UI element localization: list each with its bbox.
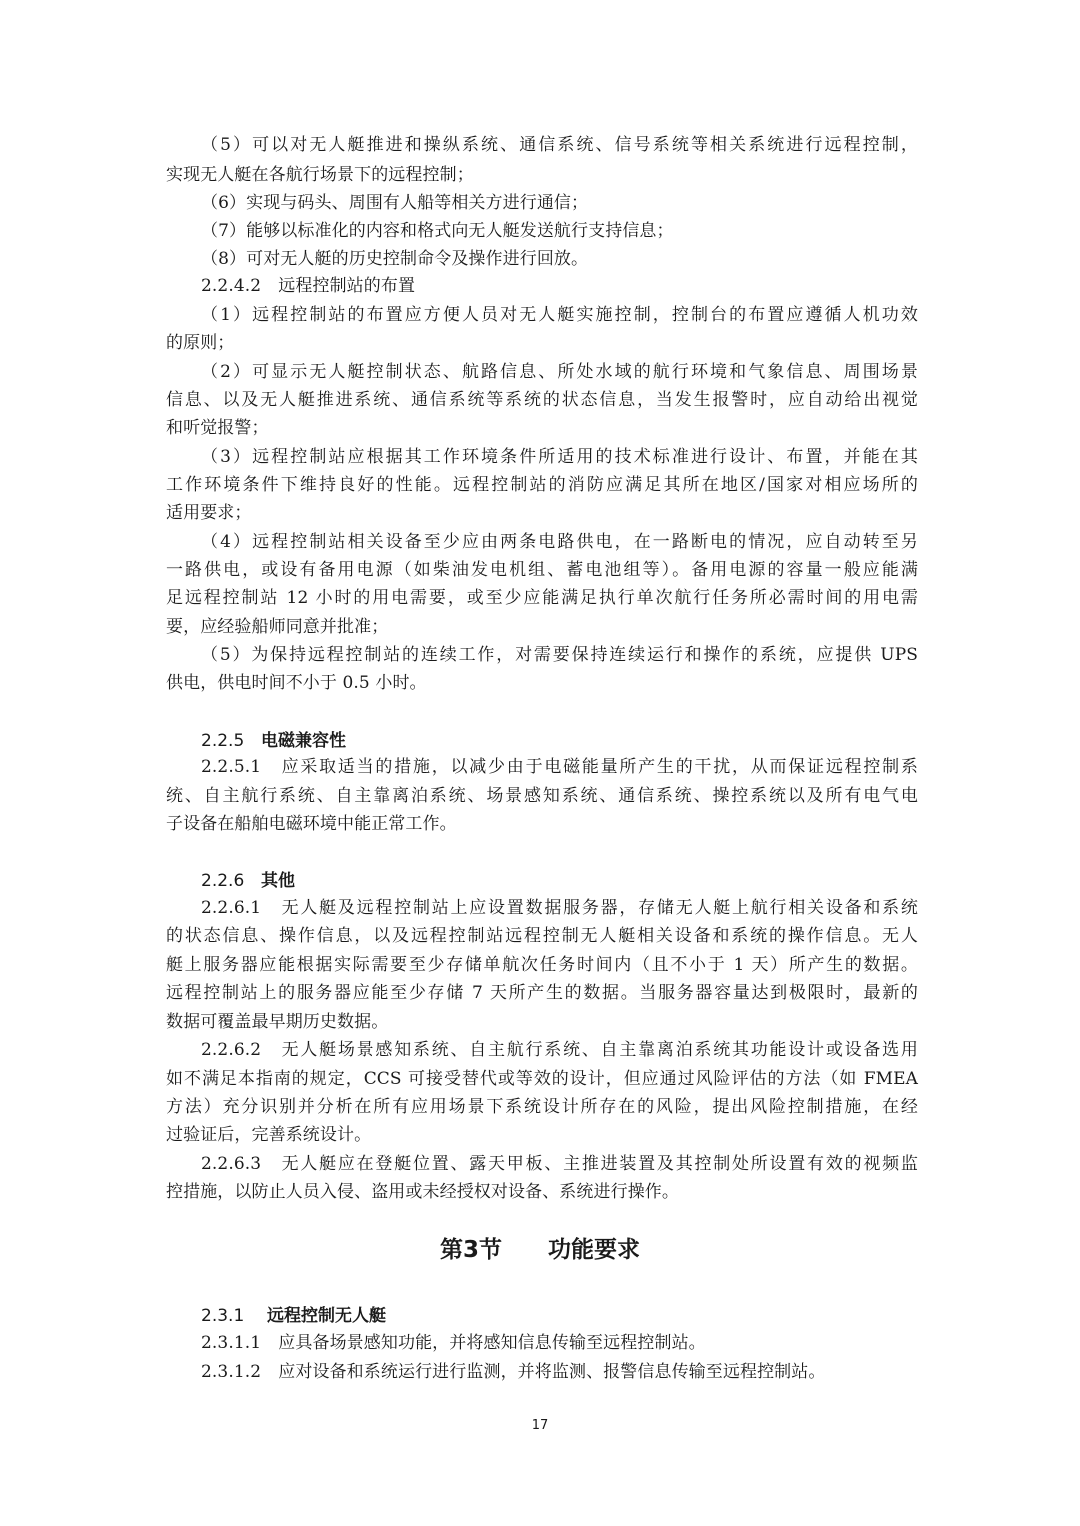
paragraph-line: 控措施，以防止人员入侵、盗用或未经授权对设备、系统进行操作。 (166, 1182, 679, 1202)
paragraph-line: （4）远程控制站相关设备至少应由两条电路供电，在一路断电的情况，应自动转至另 (201, 532, 918, 552)
subsection-heading-2-3-1 (201, 1301, 386, 1331)
paragraph-line: 信息、以及无人艇推进系统、通信系统等系统的状态信息，当发生报警时，应自动给出视觉 (166, 390, 918, 410)
paragraph-line: （5）为保持远程控制站的连续工作，对需要保持连续运行和操作的系统，应提供 UPS (201, 645, 918, 665)
paragraph-line: （6）实现与码头、周围有人船等相关方进行通信； (201, 193, 589, 213)
paragraph-line: 2.2.5.1 应采取适当的措施，以减少由于电磁能量所产生的干扰，从而保证远程控制系 (201, 757, 918, 777)
heading-title: 电磁兼容性 (261, 731, 346, 751)
paragraph-line: 实现无人艇在各航行场景下的远程控制； (166, 165, 474, 185)
paragraph-line: 数据可覆盖最早期历史数据。 (166, 1012, 389, 1032)
paragraph-line: 过验证后，完善系统设计。 (166, 1125, 372, 1145)
paragraph-line: （8）可对无人艇的历史控制命令及操作进行回放。 (201, 249, 589, 269)
paragraph-line: 如不满足本指南的规定，CCS 可接受替代或等效的设计，但应通过风险评估的方法（如 FMEA (166, 1069, 918, 1089)
paragraph-line: 2.3.1.1 应具备场景感知功能，并将感知信息传输至远程控制站。 (201, 1333, 706, 1353)
paragraph-line: 要，应经验船师同意并批准； (166, 617, 389, 637)
paragraph-line: 的原则； (166, 333, 235, 353)
heading-number: 2.2.6 (201, 871, 245, 891)
paragraph-line: 工作环境条件下维持良好的性能。远程控制站的消防应满足其所在地区/国家对相应场所的 (166, 475, 918, 495)
paragraph-line: 方法）充分识别并分析在所有应用场景下系统设计所存在的风险，提出风险控制措施，在经 (166, 1097, 918, 1117)
paragraph-line: 足远程控制站 12 小时的用电需要，或至少应能满足执行单次航行任务所必需时间的用电需 (166, 588, 918, 608)
paragraph-line: 和听觉报警； (166, 418, 269, 438)
paragraph-line: 的状态信息、操作信息，以及远程控制站远程控制无人艇相关设备和系统的操作信息。无人 (166, 926, 918, 946)
paragraph-line: （5）可以对无人艇推进和操纵系统、通信系统、信号系统等相关系统进行远程控制， (201, 135, 918, 155)
paragraph-line: 子设备在船舶电磁环境中能正常工作。 (166, 814, 457, 834)
paragraph-line: 供电，供电时间不小于 0.5 小时。 (166, 673, 427, 693)
paragraph-line: 2.3.1.2 应对设备和系统运行进行监测，并将监测、报警信息传输至远程控制站。 (201, 1362, 826, 1382)
paragraph-line: 适用要求； (166, 503, 252, 523)
heading-title: 其他 (261, 871, 295, 891)
page-number: 17 (531, 1418, 549, 1433)
section-name: 功能要求 (548, 1237, 640, 1263)
subsection-heading-2-2-6 (201, 866, 295, 896)
paragraph-line: 艇上服务器应能根据实际需要至少存储单航次任务时间内（且不小于 1 天）所产生的数据。 (166, 955, 918, 975)
paragraph-line: 远程控制站上的服务器应能至少存储 7 天所产生的数据。当服务器容量达到极限时，最新的 (166, 983, 918, 1003)
paragraph-line: 2.2.6.1 无人艇及远程控制站上应设置数据服务器，存储无人艇上航行相关设备和系统 (201, 898, 918, 918)
paragraph-line: （2）可显示无人艇控制状态、航路信息、所处水域的航行环境和气象信息、周围场景 (201, 362, 918, 382)
heading-title: 远程控制无人艇 (267, 1306, 386, 1326)
paragraph-line: 2.2.6.3 无人艇应在登艇位置、露天甲板、主推进装置及其控制处所设置有效的视频监 (201, 1154, 918, 1174)
clause-heading: 2.2.4.2 远程控制站的布置 (201, 276, 416, 296)
paragraph-line: （3）远程控制站应根据其工作环境条件所适用的技术标准进行设计、布置，并能在其 (201, 447, 918, 467)
paragraph-line: 统、自主航行系统、自主靠离泊系统、场景感知系统、通信系统、操控系统以及所有电气电 (166, 786, 918, 806)
heading-number: 2.2.5 (201, 731, 245, 751)
paragraph-line: （1）远程控制站的布置应方便人员对无人艇实施控制，控制台的布置应遵循人机功效 (201, 305, 918, 325)
heading-number: 2.3.1 (201, 1306, 245, 1326)
paragraph-line: 2.2.6.2 无人艇场景感知系统、自主航行系统、自主靠离泊系统其功能设计或设备选用 (201, 1040, 918, 1060)
section-number: 第3节 (439, 1237, 502, 1263)
paragraph-line: （7）能够以标准化的内容和格式向无人艇发送航行支持信息； (201, 221, 674, 241)
paragraph-line: 一路供电，或设有备用电源（如柴油发电机组、蓄电池组等）。备用电源的容量一般应能满 (166, 560, 918, 580)
section-title (0, 1232, 1080, 1268)
